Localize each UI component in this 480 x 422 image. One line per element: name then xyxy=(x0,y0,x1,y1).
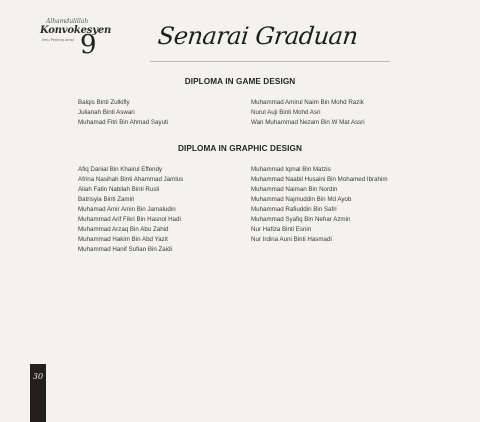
title-divider xyxy=(150,61,390,62)
list-item: Muhammad Hanif Sufian Bin Zaidi xyxy=(78,246,172,253)
list-item: Muhammad Rafiuddin Bin Safri xyxy=(251,206,337,213)
game-design-list-left xyxy=(78,98,168,128)
section-heading-game-design: DIPLOMA IN GAME DESIGN xyxy=(184,77,296,86)
logo-name: Konvokesyen xyxy=(40,25,112,36)
graphic-design-list-left xyxy=(78,165,183,255)
list-item: Muhammad Naiman Bin Nordin xyxy=(251,186,338,193)
logo-tagline: Ilmu Penting Amal xyxy=(42,38,74,42)
list-item: Muhammad Arzaq Bin Abu Zahid xyxy=(78,226,169,233)
section-heading-graphic-design: DIPLOMA IN GRAPHIC DESIGN xyxy=(177,144,303,153)
page-title: Senarai Graduan xyxy=(156,22,360,50)
list-item: Muhammad Arif Fikri Bin Hasnol Hadi xyxy=(78,216,181,223)
graphic-design-list-right xyxy=(251,165,388,245)
list-item: Wan Muhammad Nezam Bin W Mat Assri xyxy=(251,119,365,126)
list-item: Aliah Fatin Nabilah Binti Rusli xyxy=(78,186,160,193)
list-item: Afrina Nasihah Binti Ahammad Jamlus xyxy=(78,176,184,183)
list-item: Muhammad Najmuddin Bin Md Ayob xyxy=(251,196,352,203)
logo-script-text: Alhamdulillah xyxy=(46,18,89,25)
list-item: Batrisyia Binti Zamiri xyxy=(78,196,135,203)
list-item: Muhammad Syafiq Bin Nehar Azmin xyxy=(251,216,351,223)
list-item: Nurul Auji Binti Mohd Asri xyxy=(251,109,321,116)
list-item: Nur Hafiza Binti Esnin xyxy=(251,226,312,233)
list-item: Muhamad Amir Amin Bin Jamaludin xyxy=(78,206,176,213)
list-item: Afiq Danial Bin Khairul Effendy xyxy=(78,166,163,173)
game-design-list-right xyxy=(251,98,365,128)
logo-number: 9 xyxy=(80,30,97,60)
page-number: 30 xyxy=(32,372,44,381)
list-item: Balqis Binti Zulkifly xyxy=(78,99,130,106)
list-item: Muhammad Amirul Naim Bin Mohd Razik xyxy=(251,99,364,106)
list-item: Muhammad Naabil Husaini Bin Mohamed Ibrahim xyxy=(251,176,388,183)
list-item: Muhammad Hakim Bin Abd Yazit xyxy=(78,236,168,243)
convocation-logo xyxy=(40,18,112,60)
list-item: Muhamad Fitri Bin Ahmad Sayuti xyxy=(78,119,169,126)
list-item: Julianah Binti Aswari xyxy=(78,109,135,116)
list-item: Muhammad Iqmal Bin Matzis xyxy=(251,166,331,173)
list-item: Nur Irdina Auni Binti Hasmadi xyxy=(251,236,332,243)
